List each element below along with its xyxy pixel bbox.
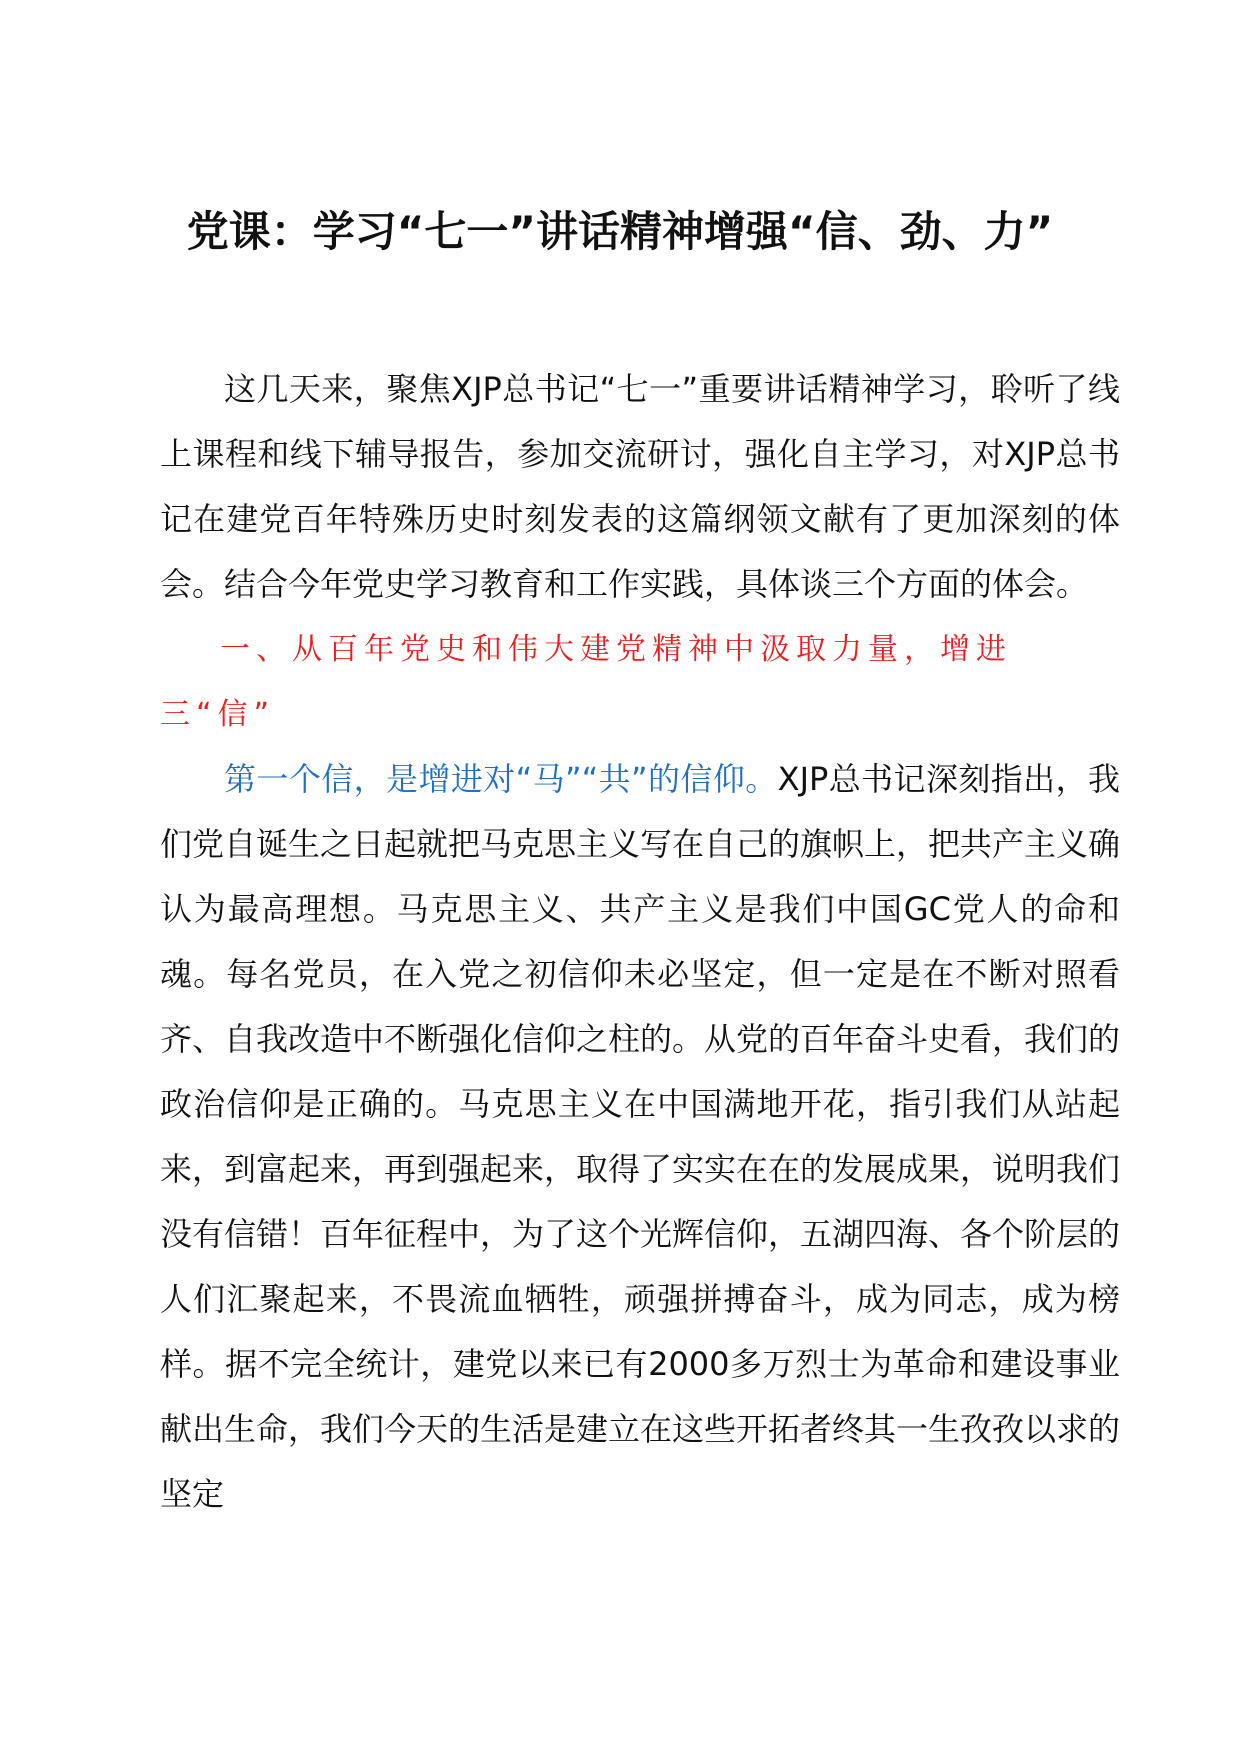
section-lead-sentence: 第一个信，是增进对“马”“共”的信仰。 (224, 760, 778, 798)
section-heading: 一、从百年党史和伟大建党精神中汲取力量，增进三“信” (160, 632, 1012, 732)
document-body (160, 357, 1120, 1527)
section-paragraph (160, 747, 1120, 1527)
intro-paragraph: 这几天来，聚焦XJP总书记“七一”重要讲话精神学习，聆听了线上课程和线下辅导报告，参加交流研讨，强化自主学习，对XJP总书记在建党百年特殊历史时刻发表的这篇纲领文献有了更加深刻的体会。结合今年党史学习教育和工作实践，具体谈三个方面的体会。 (160, 370, 1120, 603)
document-title: 党课：学习“七一”讲话精神增强“信、劲、力” (186, 207, 1054, 256)
section-body-text: XJP总书记深刻指出，我们党自诞生之日起就把马克思主义写在自己的旗帜上，把共产主义确认为最高理想。马克思主义、共产主义是我们中国GC党人的命和魂。每名党员，在入党之初信仰未必坚定，但一定是在不断对照看齐、自我改造中不断强化信仰之柱的。从党的百年奋斗史看，我们的政治信仰是正确的。马克思主义在中国满地开花，指引我们从站起来，到富起来，再到强起来，取得了实实在在的发展成果，说明我们没有信错！百年征程中，为了这个光辉信仰，五湖四海、各个阶层的人们汇聚起来，不畏流血牺牲，顽强拼搏奋斗，成为同志，成为榜样。据不完全统计，建党以来已有2000多万烈士为革命和建设事业献出生命，我们今天的生活是建立在这些开拓者终其一生孜孜以求的坚定 (160, 760, 1121, 1513)
